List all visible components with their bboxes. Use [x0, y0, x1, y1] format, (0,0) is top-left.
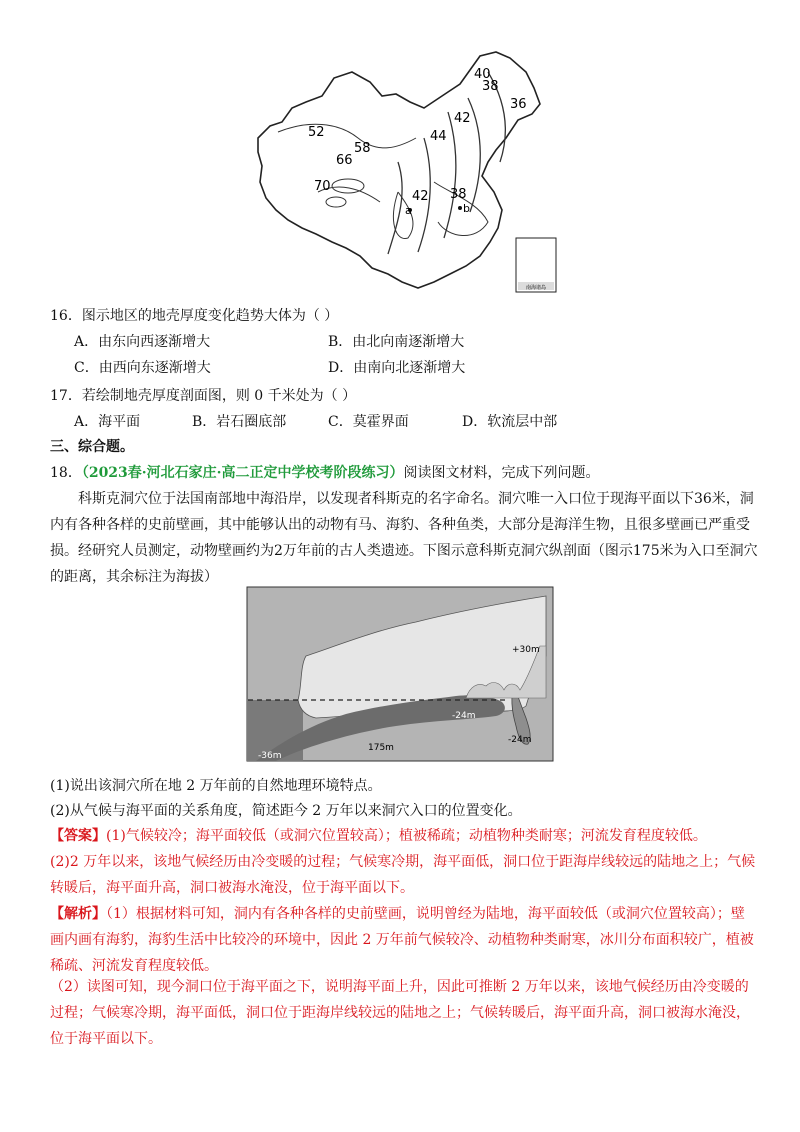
cave-profile-diagram — [246, 586, 554, 762]
q16-option-b[interactable]: B．由北向南逐渐增大 — [328, 334, 465, 350]
q18-header — [50, 463, 600, 483]
q16-stem: 16．图示地区的地壳厚度变化趋势大体为（ ） — [50, 308, 339, 324]
point-a-label: a — [405, 204, 412, 217]
iso-label: 38 — [482, 79, 499, 94]
iso-label: 66 — [336, 153, 353, 168]
iso-label: 40 — [474, 67, 491, 82]
q17-option-a[interactable]: A．海平面 — [74, 414, 141, 430]
analysis-part2: （2）读图可知，现今洞口位于海平面之下，说明海平面上升，因此可推断 2 万年以来，该地气候经历由冷变暖的过程；气候寒冷期，海平面低，洞口位于距海岸线较远的陆地之上；气候转暖后，海平面升高，洞口被海水淹没，位于海平面以下。 — [50, 979, 750, 1047]
analysis-line-1 — [50, 901, 758, 979]
iso-label: 52 — [308, 125, 325, 140]
answer-line-1 — [50, 823, 758, 849]
iso-label: 58 — [354, 141, 371, 156]
diagram-label-175: 175m — [368, 743, 394, 753]
q17-option-c[interactable]: C．莫霍界面 — [328, 414, 409, 430]
analysis-part1: （1）根据材料可知，洞内有各种各样的史前壁画，说明曾经为陆地，海平面较低（或洞穴位置较高）；壁画内画有海豹，海豹生活中比较冷的环境中，因此 2 万年前气候较冷、动植物种类耐寒，冰川分布面积较广，植被稀疏、河流发育程度较低。 — [50, 906, 754, 974]
answer-part2: (2)2 万年以来，该地气候经历由冷变暖的过程；气候寒冷期，海平面低，洞口位于距海岸线较远的陆地之上；气候转暖后，海平面升高，洞口被海水淹没，位于海平面以下。 — [50, 854, 756, 896]
q16-option-d[interactable]: D．由南向北逐渐增大 — [328, 360, 466, 376]
answer-tag: 【答案】 — [50, 828, 106, 844]
q18-material: 科斯克洞穴位于法国南部地中海沿岸，以发现者科斯克的名字命名。洞穴唯一入口位于现海平面以下36米，洞内有各种各样的史前壁画，其中能够认出的动物有马、海豹、各种鱼类，大部分是海洋生物，且很多壁画已严重受损。经研究人员测定，动物壁画约为2万年前的古人类遗迹。下图示意科斯克洞穴纵剖面（图示175米为入口至洞穴的距离，其余标注为海拔） — [50, 491, 758, 585]
point-b-marker — [458, 206, 462, 210]
q18-instruction: 阅读图文材料，完成下列问题。 — [403, 465, 600, 481]
analysis-tag: 【解析】 — [50, 906, 106, 922]
china-crust-map — [248, 42, 560, 298]
q16-option-a[interactable]: A．由东向西逐渐增大 — [74, 334, 211, 350]
q18-source: （2023春·河北石家庄·高二正定中学校考阶段练习） — [81, 465, 404, 481]
diagram-label-minus36: -36m — [258, 751, 282, 761]
diagram-label-plus30: +30m — [512, 645, 540, 655]
q18-number: 18． — [50, 465, 82, 481]
q18-sub1: (1)说出该洞穴所在地 2 万年前的自然地理环境特点。 — [50, 778, 382, 794]
diagram-label-minus24b: -24m — [508, 735, 532, 745]
iso-label: 44 — [430, 129, 447, 144]
inset-label: 南海诸岛 — [525, 285, 547, 291]
iso-label: 70 — [314, 179, 331, 194]
q18-sub2: (2)从气候与海平面的关系角度，简述距今 2 万年以来洞穴入口的位置变化。 — [50, 803, 522, 819]
q17-option-b[interactable]: B．岩石圈底部 — [192, 414, 287, 430]
diagram-label-minus24a: -24m — [452, 711, 476, 721]
iso-label: 38 — [450, 187, 467, 202]
point-b-label: b — [463, 202, 470, 215]
iso-label: 42 — [454, 111, 471, 126]
iso-label: 42 — [412, 189, 429, 204]
q16-option-c[interactable]: C．由西向东逐渐增大 — [74, 360, 211, 376]
q17-option-d[interactable]: D．软流层中部 — [462, 414, 558, 430]
section-heading: 三、综合题。 — [50, 439, 134, 455]
q17-stem: 17．若绘制地壳厚度剖面图，则 0 千米处为（ ） — [50, 388, 357, 404]
answer-part1: (1)气候较冷；海平面较低（或洞穴位置较高）；植被稀疏；动植物种类耐寒；河流发育程度较低。 — [106, 828, 707, 844]
iso-label: 36 — [510, 97, 527, 112]
